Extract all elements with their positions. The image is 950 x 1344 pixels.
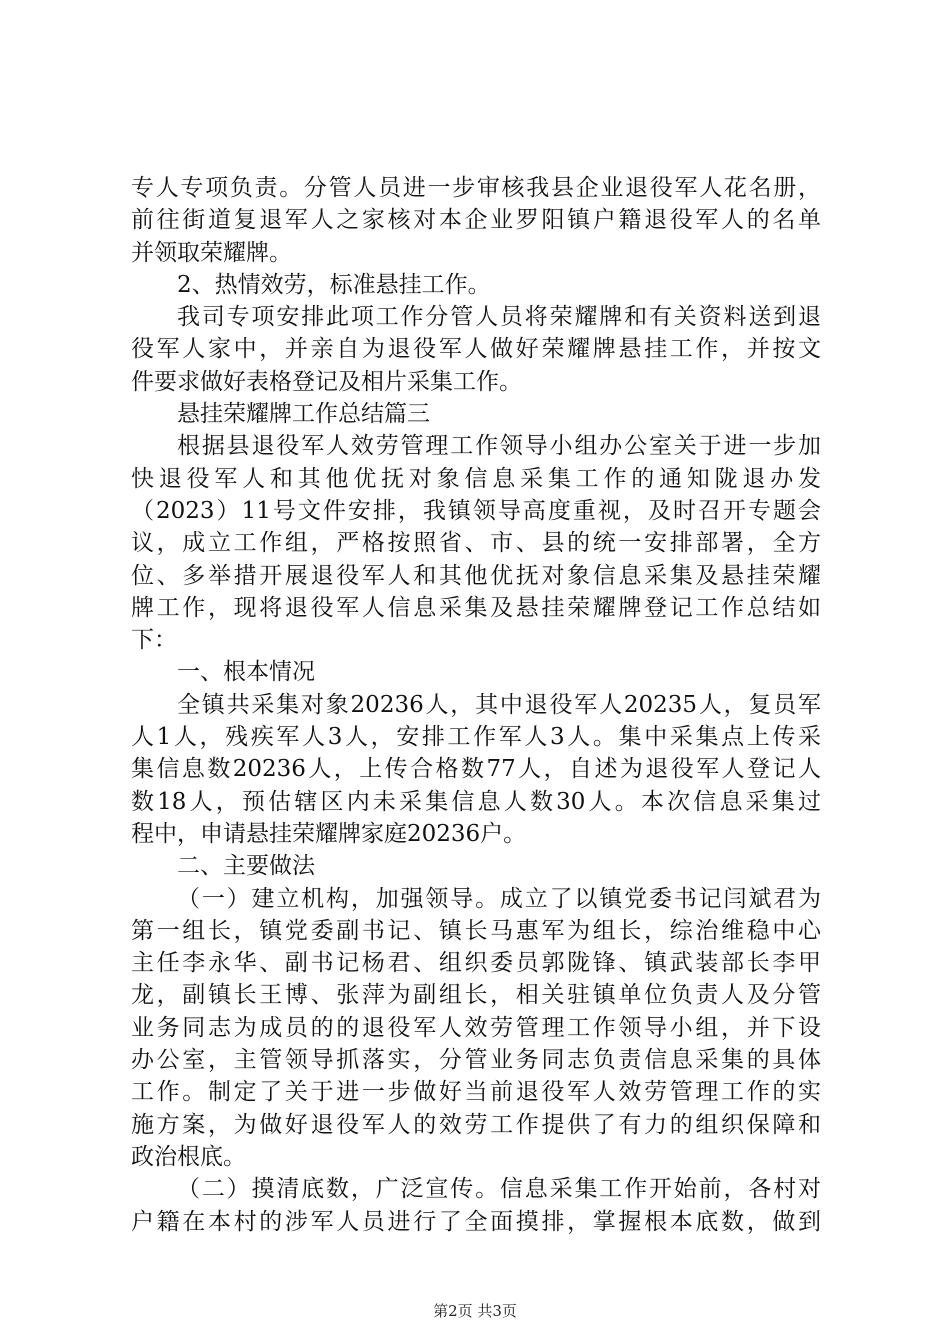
text-line: 政治根底。: [131, 1143, 246, 1170]
text-line: 人1人，残疾军人3人，安排工作军人3人。集中采集点上传采: [131, 724, 821, 751]
text-line: 工作。制定了关于进一步做好当前退役军人效劳管理工作的实: [131, 1079, 821, 1106]
text-line: 议，成立工作组，严格按照省、市、县的统一安排部署，全方: [131, 530, 821, 557]
text-line: 件要求做好表格登记及相片采集工作。: [131, 368, 522, 395]
text-line: 位、多举措开展退役军人和其他优抚对象信息采集及悬挂荣耀: [131, 562, 821, 589]
page-footer: 第2页 共3页: [433, 1302, 517, 1320]
text-line: （二）摸清底数，广泛宣传。信息采集工作开始前，各村对: [177, 1176, 821, 1203]
text-line: 根据县退役军人效劳管理工作领导小组办公室关于进一步加: [177, 433, 821, 460]
text-line: 集信息数20236人，上传合格数77人，自述为退役军人登记人: [131, 756, 821, 783]
text-line: 2、热情效劳，标准悬挂工作。: [177, 271, 491, 298]
text-line: 数18人，预估辖区内未采集信息人数30人。本次信息采集过: [131, 788, 821, 815]
text-line: 主任李永华、副书记杨君、组织委员郭陇锋、镇武装部长李甲: [131, 950, 821, 977]
text-line: 快退役军人和其他优抚对象信息采集工作的通知陇退办发: [131, 465, 821, 492]
text-line: 办公室，主管领导抓落实，分管业务同志负责信息采集的具体: [131, 1047, 821, 1074]
text-line: 程中，申请悬挂荣耀牌家庭20236户。: [131, 820, 527, 847]
text-line: 专人专项负责。分管人员进一步审核我县企业退役军人花名册，: [131, 175, 821, 201]
text-line: 并领取荣耀牌。: [131, 239, 292, 266]
text-line: 第一组长，镇党委副书记、镇长马惠军为组长，综治维稳中心: [131, 917, 821, 944]
text-line: （2023）11号文件安排，我镇领导高度重视，及时召开专题会: [131, 497, 821, 524]
text-line: 前往街道复退军人之家核对本企业罗阳镇户籍退役军人的名单: [131, 207, 821, 234]
text-line: 施方案，为做好退役军人的效劳工作提供了有力的组织保障和: [131, 1111, 821, 1138]
text-line: 户籍在本村的涉军人员进行了全面摸排，掌握根本底数，做到: [131, 1208, 821, 1235]
text-line: 下：: [131, 627, 177, 654]
document-body: [131, 172, 821, 1238]
text-line: 龙，副镇长王博、张萍为副组长，相关驻镇单位负责人及分管: [131, 982, 821, 1009]
text-line: 二、主要做法: [177, 853, 315, 880]
text-line: 一、根本情况: [177, 659, 315, 686]
text-line: 业务同志为成员的的退役军人效劳管理工作领导小组，并下设: [131, 1014, 821, 1041]
text-line: （一）建立机构，加强领导。成立了以镇党委书记闫斌君为: [177, 885, 821, 912]
text-line: 役军人家中，并亲自为退役军人做好荣耀牌悬挂工作，并按文: [131, 336, 821, 363]
text-line: 全镇共采集对象20236人，其中退役军人20235人，复员军: [177, 691, 821, 718]
text-line: 我司专项安排此项工作分管人员将荣耀牌和有关资料送到退: [177, 304, 821, 331]
text-line: 牌工作，现将退役军人信息采集及悬挂荣耀牌登记工作总结如: [131, 594, 821, 621]
text-line: 悬挂荣耀牌工作总结篇三: [177, 401, 430, 428]
